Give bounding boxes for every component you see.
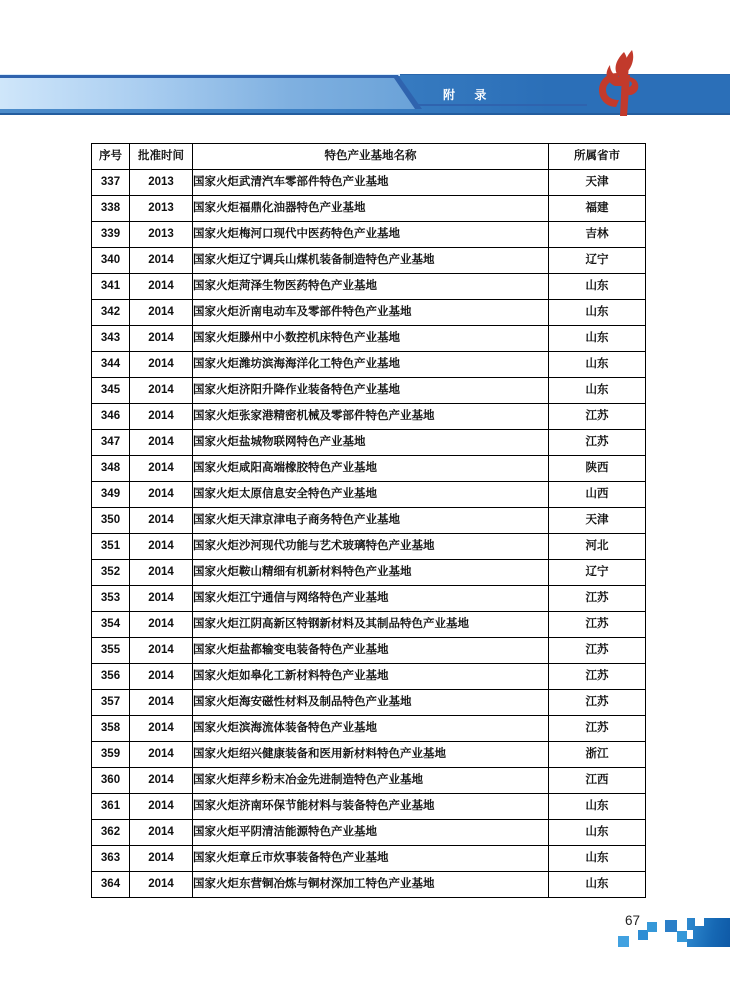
mosaic-square <box>618 936 629 947</box>
base-name: 国家火炬梅河口现代中医药特色产业基地 <box>193 222 549 248</box>
base-name: 国家火炬武清汽车零部件特色产业基地 <box>193 170 549 196</box>
province: 山东 <box>549 378 646 404</box>
base-name: 国家火炬盐都输变电装备特色产业基地 <box>193 638 549 664</box>
row-number: 361 <box>92 794 130 820</box>
province: 江西 <box>549 768 646 794</box>
approval-year: 2014 <box>130 768 193 794</box>
table-row <box>92 248 646 274</box>
row-number: 357 <box>92 690 130 716</box>
province: 山东 <box>549 820 646 846</box>
table-row <box>92 170 646 196</box>
base-name: 国家火炬江宁通信与网络特色产业基地 <box>193 586 549 612</box>
col-header-base-name: 特色产业基地名称 <box>193 144 549 170</box>
mosaic-square <box>647 922 657 932</box>
province: 江苏 <box>549 586 646 612</box>
row-number: 339 <box>92 222 130 248</box>
base-name: 国家火炬滨海流体装备特色产业基地 <box>193 716 549 742</box>
province: 吉林 <box>549 222 646 248</box>
row-number: 353 <box>92 586 130 612</box>
base-name: 国家火炬如皋化工新材料特色产业基地 <box>193 664 549 690</box>
row-number: 347 <box>92 430 130 456</box>
base-name: 国家火炬福鼎化油器特色产业基地 <box>193 196 549 222</box>
base-name: 国家火炬海安磁性材料及制品特色产业基地 <box>193 690 549 716</box>
approval-year: 2014 <box>130 820 193 846</box>
row-number: 348 <box>92 456 130 482</box>
base-name: 国家火炬菏泽生物医药特色产业基地 <box>193 274 549 300</box>
base-name: 国家火炬章丘市炊事装备特色产业基地 <box>193 846 549 872</box>
row-number: 351 <box>92 534 130 560</box>
province: 天津 <box>549 508 646 534</box>
base-name: 国家火炬平阴清洁能源特色产业基地 <box>193 820 549 846</box>
col-header-approval-time: 批准时间 <box>130 144 193 170</box>
province: 江苏 <box>549 664 646 690</box>
base-name: 国家火炬天津京津电子商务特色产业基地 <box>193 508 549 534</box>
page-number: 67 <box>625 913 641 928</box>
row-number: 338 <box>92 196 130 222</box>
base-name: 国家火炬沂南电动车及零部件特色产业基地 <box>193 300 549 326</box>
row-number: 352 <box>92 560 130 586</box>
row-number: 356 <box>92 664 130 690</box>
table-row <box>92 768 646 794</box>
row-number: 355 <box>92 638 130 664</box>
table-row <box>92 560 646 586</box>
approval-year: 2014 <box>130 430 193 456</box>
province: 浙江 <box>549 742 646 768</box>
approval-year: 2013 <box>130 196 193 222</box>
row-number: 343 <box>92 326 130 352</box>
mosaic-notch <box>687 930 693 939</box>
table-row <box>92 716 646 742</box>
table-row <box>92 300 646 326</box>
province: 天津 <box>549 170 646 196</box>
table-row <box>92 534 646 560</box>
approval-year: 2014 <box>130 456 193 482</box>
base-name: 国家火炬萍乡粉末冶金先进制造特色产业基地 <box>193 768 549 794</box>
base-name: 国家火炬盐城物联网特色产业基地 <box>193 430 549 456</box>
province: 江苏 <box>549 430 646 456</box>
table-body <box>92 170 646 898</box>
approval-year: 2014 <box>130 872 193 898</box>
base-name: 国家火炬张家港精密机械及零部件特色产业基地 <box>193 404 549 430</box>
approval-year: 2014 <box>130 482 193 508</box>
title-underline <box>417 104 587 106</box>
approval-year: 2014 <box>130 326 193 352</box>
approval-year: 2014 <box>130 638 193 664</box>
approval-year: 2014 <box>130 352 193 378</box>
row-number: 344 <box>92 352 130 378</box>
row-number: 358 <box>92 716 130 742</box>
province: 江苏 <box>549 690 646 716</box>
approval-year: 2013 <box>130 222 193 248</box>
base-name: 国家火炬济阳升降作业装备特色产业基地 <box>193 378 549 404</box>
province: 山东 <box>549 846 646 872</box>
table-row <box>92 846 646 872</box>
table-row <box>92 612 646 638</box>
row-number: 363 <box>92 846 130 872</box>
table-row <box>92 508 646 534</box>
row-number: 359 <box>92 742 130 768</box>
row-number: 364 <box>92 872 130 898</box>
base-name: 国家火炬辽宁调兵山煤机装备制造特色产业基地 <box>193 248 549 274</box>
table-row <box>92 378 646 404</box>
row-number: 346 <box>92 404 130 430</box>
bases-table <box>91 143 646 898</box>
header-panel <box>0 78 416 109</box>
approval-year: 2014 <box>130 508 193 534</box>
table-row <box>92 196 646 222</box>
table-row <box>92 274 646 300</box>
mosaic-notch <box>695 918 704 926</box>
row-number: 341 <box>92 274 130 300</box>
mosaic-block <box>687 918 730 947</box>
approval-year: 2014 <box>130 274 193 300</box>
approval-year: 2014 <box>130 248 193 274</box>
province: 江苏 <box>549 612 646 638</box>
approval-year: 2014 <box>130 690 193 716</box>
approval-year: 2014 <box>130 846 193 872</box>
table-row <box>92 820 646 846</box>
table-row <box>92 690 646 716</box>
province: 江苏 <box>549 404 646 430</box>
base-name: 国家火炬太原信息安全特色产业基地 <box>193 482 549 508</box>
approval-year: 2014 <box>130 586 193 612</box>
base-name: 国家火炬咸阳高端橡胶特色产业基地 <box>193 456 549 482</box>
base-name: 国家火炬鞍山精细有机新材料特色产业基地 <box>193 560 549 586</box>
table-row <box>92 352 646 378</box>
province: 山东 <box>549 794 646 820</box>
province: 辽宁 <box>549 560 646 586</box>
table-row <box>92 430 646 456</box>
approval-year: 2014 <box>130 716 193 742</box>
base-name: 国家火炬潍坊滨海海洋化工特色产业基地 <box>193 352 549 378</box>
table-row <box>92 456 646 482</box>
table-header-row <box>92 144 646 170</box>
province: 陕西 <box>549 456 646 482</box>
row-number: 342 <box>92 300 130 326</box>
table-row <box>92 638 646 664</box>
province: 辽宁 <box>549 248 646 274</box>
row-number: 345 <box>92 378 130 404</box>
table-row <box>92 482 646 508</box>
province: 山东 <box>549 872 646 898</box>
approval-year: 2014 <box>130 742 193 768</box>
province: 山东 <box>549 300 646 326</box>
approval-year: 2014 <box>130 560 193 586</box>
approval-year: 2014 <box>130 612 193 638</box>
province: 江苏 <box>549 716 646 742</box>
province: 河北 <box>549 534 646 560</box>
table-row <box>92 794 646 820</box>
approval-year: 2014 <box>130 378 193 404</box>
page-title: 附 录 <box>443 88 495 102</box>
province: 山东 <box>549 326 646 352</box>
row-number: 337 <box>92 170 130 196</box>
row-number: 350 <box>92 508 130 534</box>
base-name: 国家火炬济南环保节能材料与装备特色产业基地 <box>193 794 549 820</box>
province: 福建 <box>549 196 646 222</box>
base-name: 国家火炬江阴高新区特钢新材料及其制品特色产业基地 <box>193 612 549 638</box>
col-header-index: 序号 <box>92 144 130 170</box>
base-name: 国家火炬滕州中小数控机床特色产业基地 <box>193 326 549 352</box>
row-number: 362 <box>92 820 130 846</box>
row-number: 349 <box>92 482 130 508</box>
col-header-province: 所属省市 <box>549 144 646 170</box>
table-row <box>92 664 646 690</box>
base-name: 国家火炬东营铜冶炼与铜材深加工特色产业基地 <box>193 872 549 898</box>
province: 江苏 <box>549 638 646 664</box>
row-number: 354 <box>92 612 130 638</box>
table-row <box>92 872 646 898</box>
base-name: 国家火炬沙河现代功能与艺术玻璃特色产业基地 <box>193 534 549 560</box>
approval-year: 2014 <box>130 534 193 560</box>
approval-year: 2014 <box>130 404 193 430</box>
table-row <box>92 586 646 612</box>
approval-year: 2014 <box>130 664 193 690</box>
approval-year: 2014 <box>130 300 193 326</box>
table-row <box>92 326 646 352</box>
province: 山东 <box>549 274 646 300</box>
row-number: 340 <box>92 248 130 274</box>
row-number: 360 <box>92 768 130 794</box>
province: 山西 <box>549 482 646 508</box>
approval-year: 2014 <box>130 794 193 820</box>
torch-logo-icon <box>591 49 651 117</box>
table-row <box>92 222 646 248</box>
table-row <box>92 404 646 430</box>
base-name: 国家火炬绍兴健康装备和医用新材料特色产业基地 <box>193 742 549 768</box>
province: 山东 <box>549 352 646 378</box>
approval-year: 2013 <box>130 170 193 196</box>
mosaic-square <box>665 920 677 932</box>
table-row <box>92 742 646 768</box>
